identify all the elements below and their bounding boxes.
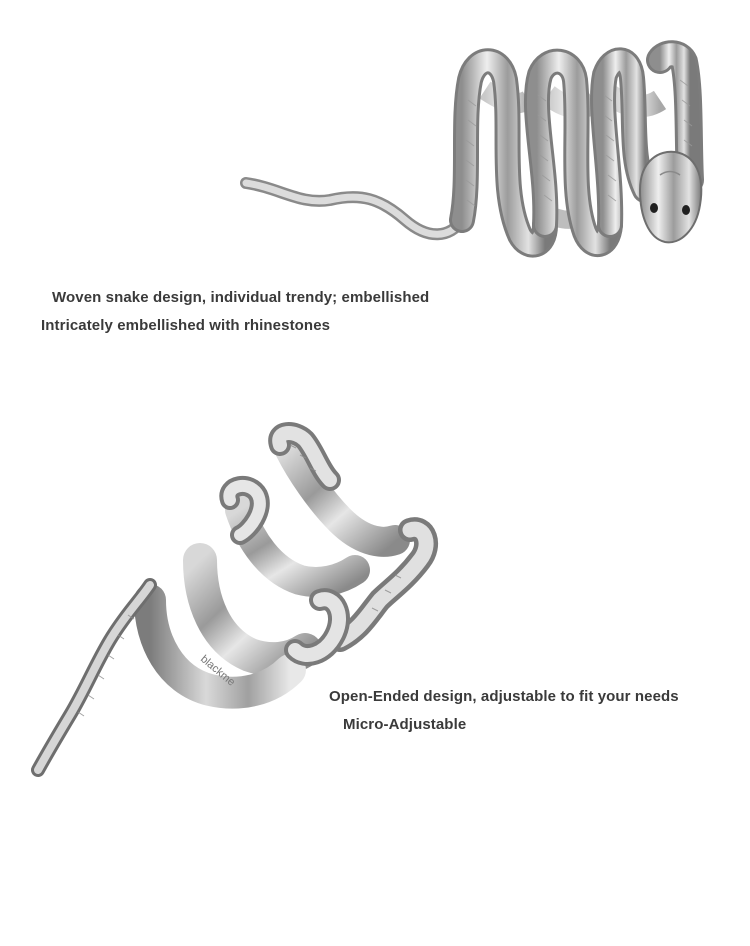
- svg-text:blackme: blackme: [198, 653, 238, 689]
- feature-caption-open-ended: Open-Ended design, adjustable to fit your needs: [329, 688, 679, 705]
- feature-caption-rhinestones: Intricately embellished with rhinestones: [41, 317, 331, 334]
- feature-caption-snake-design: Woven snake design, individual trendy; embellished: [52, 289, 430, 306]
- feature-caption-micro-adjustable: Micro-Adjustable: [343, 716, 467, 733]
